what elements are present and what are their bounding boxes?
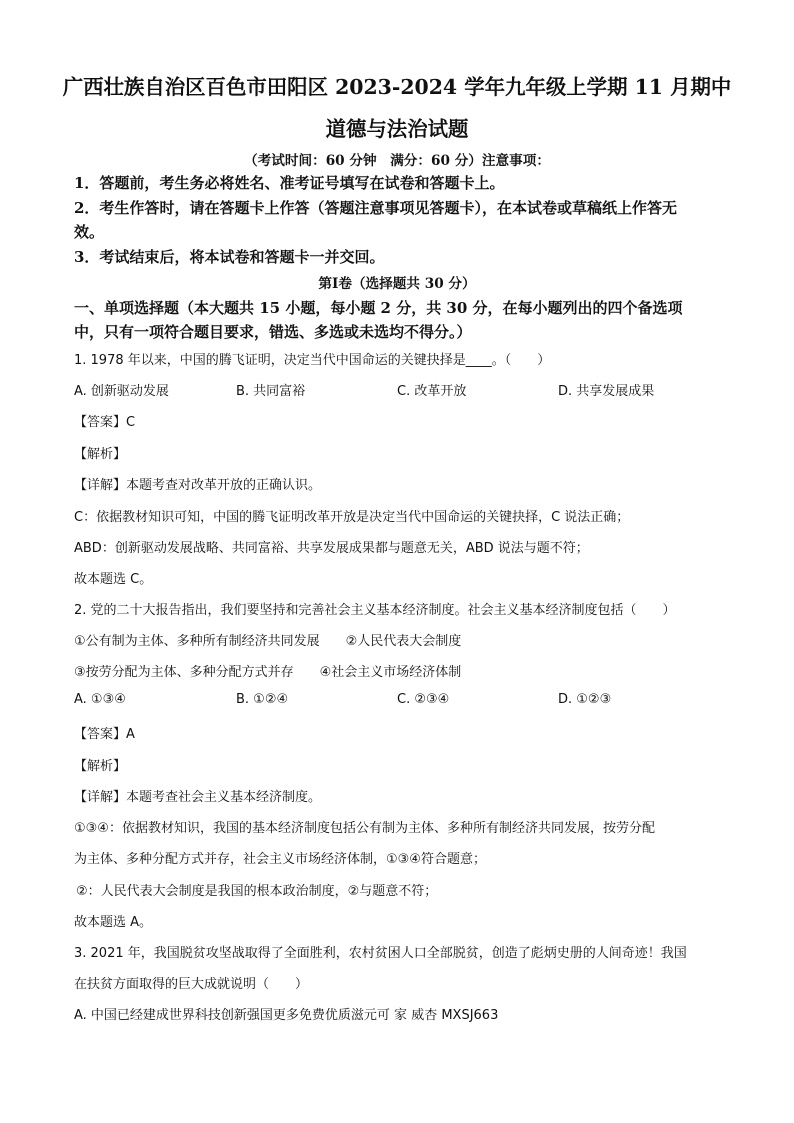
exam-info: （考试时间：60 分钟 满分：60 分）注意事项： — [244, 153, 550, 169]
q1-option-c: C. 改革开放 — [397, 384, 467, 399]
page-title: 广西壮族自治区百色市田阳区 2023-2024 学年九年级上学期 11 月期中 — [62, 75, 732, 99]
q1-conclusion: 故本题选 C。 — [74, 572, 153, 587]
q3-stem: 3. 2021 年，我国脱贫攻坚战取得了全面胜利，农村贫困人口全部脱贫，创造了彪炳史册的人间奇迹！我国 — [74, 946, 687, 961]
q3-stem-cont: 在扶贫方面取得的巨大成就说明（ ） — [74, 977, 309, 992]
q2-option-c: C. ②③④ — [397, 692, 450, 707]
q2-option-d: D. ①②③ — [558, 692, 612, 707]
q2-detail: 【详解】本题考查社会主义基本经济制度。 — [74, 790, 322, 805]
q1-detail: 【详解】本题考查对改革开放的正确认识。 — [74, 478, 322, 493]
section-title: 第Ⅰ卷（选择题共 30 分） — [318, 276, 476, 292]
q3-option-a: A. 中国已经建成世界科技创新强国更多免费优质滋元可 家 威杏 MXSJ663 — [74, 1008, 499, 1023]
q2-answer: 【答案】A — [74, 727, 135, 742]
q1-stem: 1. 1978 年以来，中国的腾飞证明，决定当代中国命运的关键抉择是____。（ ） — [74, 353, 551, 368]
q2-explain-1: ①③④：依据教材知识，我国的基本经济制度包括公有制为主体、多种所有制经济共同发展，按劳分配 — [74, 821, 655, 836]
q1-answer: 【答案】C — [74, 415, 136, 430]
q2-items-line-1: ①公有制为主体、多种所有制经济共同发展 ②人民代表大会制度 — [74, 634, 462, 649]
q1-explain-2: ABD：创新驱动发展战略、共同富裕、共享发展成果都与题意无关，ABD 说法与题不符； — [74, 541, 589, 556]
q2-stem: 2. 党的二十大报告指出，我们要坚持和完善社会主义基本经济制度。社会主义基本经济制度包括（ ） — [74, 603, 676, 618]
q2-items-line-2: ③按劳分配为主体、多种分配方式并存 ④社会主义市场经济体制 — [74, 665, 462, 680]
notice-2: 2．考生作答时，请在答题卡上作答（答题注意事项见答题卡），在本试卷或草稿纸上作答无 — [74, 199, 677, 217]
q2-conclusion: 故本题选 A。 — [74, 915, 153, 930]
notice-1: 1．答题前，考生务必将姓名、准考证号填写在试卷和答题卡上。 — [74, 174, 505, 192]
q1-option-d: D. 共享发展成果 — [558, 384, 655, 399]
q1-option-b: B. 共同富裕 — [236, 384, 306, 399]
q1-analysis-label: 【解析】 — [74, 447, 127, 462]
notice-3: 3．考试结束后，将本试卷和答题卡一并交回。 — [74, 248, 385, 266]
section-instruction-cont: 中，只有一项符合题目要求，错选、多选或未选均不得分。） — [74, 323, 472, 341]
q1-option-a: A. 创新驱动发展 — [74, 384, 169, 399]
page-subtitle: 道德与法治试题 — [325, 117, 469, 141]
notice-2-cont: 效。 — [74, 223, 105, 241]
q2-explain-3: ②：人民代表大会制度是我国的根本政治制度，②与题意不符； — [76, 884, 438, 899]
q1-explain-1: C：依据教材知识可知，中国的腾飞证明改革开放是决定当代中国命运的关键抉择，C 说法正确； — [74, 510, 630, 525]
q2-explain-2: 为主体、多种分配方式并存，社会主义市场经济体制，①③④符合题意； — [74, 852, 486, 867]
q2-analysis-label: 【解析】 — [74, 759, 127, 774]
q2-option-b: B. ①②④ — [236, 692, 289, 707]
section-instruction: 一、单项选择题（本大题共 15 小题，每小题 2 分，共 30 分，在每小题列出的四个备选项 — [74, 299, 683, 317]
q2-option-a: A. ①③④ — [74, 692, 126, 707]
